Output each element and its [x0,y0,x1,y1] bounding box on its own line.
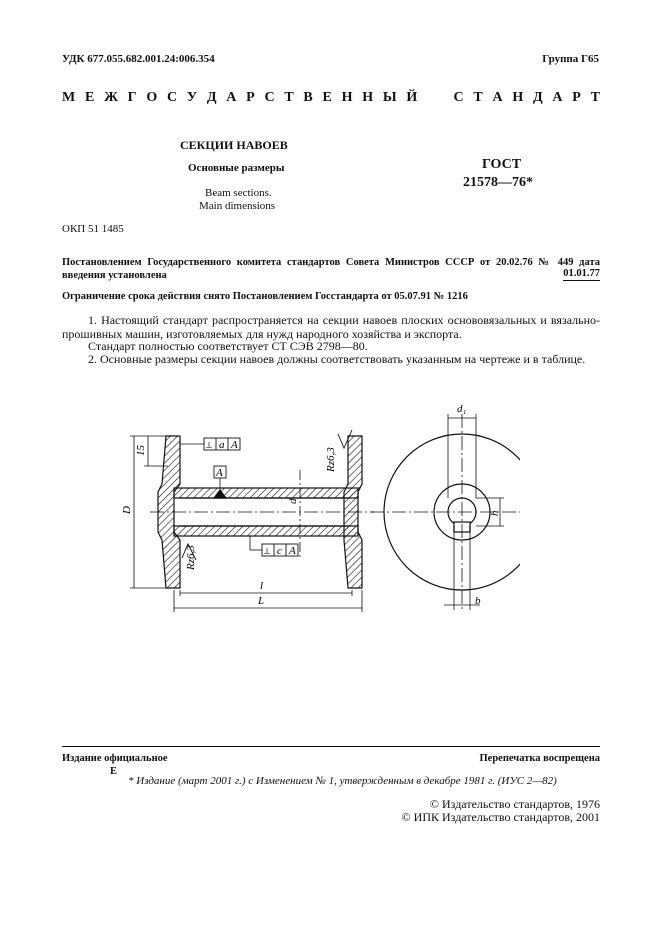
banner-letter: Н [512,90,524,105]
decree-date: 01.01.77 [563,268,600,279]
banner-letter: А [226,90,237,105]
reprint-prohibited-label: Перепечатка воспрещена [479,753,600,764]
tolerance-c-letter: с [277,545,282,557]
banner-letter: Т [590,90,600,105]
paragraph-compliance: Стандарт полностью соответствует СТ СЭВ 2798—80. [88,339,368,353]
official-edition-label: Издание официальное [62,753,168,764]
banner-letter: Н [362,90,374,105]
banner-letter: С [166,90,178,105]
banner-letter: У [186,90,198,105]
banner-letter: Т [284,90,294,105]
copyright-2001: © ИПК Издательство стандартов, 2001 [401,810,600,824]
footer-divider [62,746,600,747]
gost-label: ГОСТ [482,157,522,172]
edition-footnote: * Издание (март 2001 г.) с Изменением № 1, утвержденным в декабре 1981 г. (ИУС 2—82) [128,775,557,787]
banner-letter: Р [246,90,255,105]
tolerance-c-ref: А [289,545,296,557]
banner-letter: О [146,90,158,105]
banner-letter [427,90,431,106]
dim-d-label: d [287,498,299,504]
banner-letter: С [264,90,275,105]
decree-text: Постановлением Государственного комитета стандартов Совета Министров СССР от 20.02.76 № 449 дата введения установлена [62,257,600,281]
banner-letter: Д [533,90,543,105]
group-code: Группа Г65 [542,53,599,65]
technical-drawing [100,400,520,630]
restriction-note: Ограничение срока действия снято Постановлением Госстандарта от 05.07.91 № 1216 [62,291,468,302]
banner-letter: А [492,90,503,105]
banner-letter: Е [322,90,332,105]
banner-letter: Н [341,90,353,105]
udk-code: УДК 677.055.682.001.24:006.354 [62,53,215,65]
edition-mark: Е [110,766,118,777]
banner-letter: Е [84,90,95,105]
dim-15-label: 15 [135,445,147,456]
banner-letter: Ж [104,90,118,105]
roughness-lower-label: Rz6,3 [185,545,197,570]
doc-subtitle-en: Main dimensions [199,200,276,212]
standard-banner [62,90,600,106]
copyright-1976: © Издательство стандартов, 1976 [429,797,600,811]
dim-h-label: h [489,510,501,516]
banner-letter: М [62,90,76,105]
banner-letter: С [453,90,464,105]
dim-b-label: b [475,595,481,607]
gost-number: 21578—76* [463,175,533,190]
tolerance-a-letter: а [219,439,225,451]
dim-d1-label: d₁ [457,403,467,415]
dim-D-label: D [121,506,133,514]
banner-letter: Т [473,90,483,105]
paragraph-2: 2. Основные размеры секции навоев должны соответствовать указанным на чертеже и в таблице. [88,352,586,366]
tolerance-c-symbol: ⟂ [264,546,271,556]
doc-title: СЕКЦИИ НАВОЕВ [180,138,288,152]
dim-l-label: l [260,580,264,592]
doc-subtitle: Основные размеры [188,162,285,174]
paragraph-1: 1. Настоящий стандарт распространяется на секции навоев плоских основовязальных и вязально-прошивных машин, изготовляемых для нужд народного хозяйства и экспорта. [62,313,600,341]
roughness-upper-label: Rz6,3 [325,447,337,472]
banner-letter: В [303,90,313,105]
banner-letter [440,90,444,106]
okp-code: ОКП 51 1485 [62,223,124,235]
banner-letter: А [552,90,563,105]
banner-letter: Д [206,90,217,105]
doc-title-en: Beam sections. [205,187,272,199]
datum-A-label: А [216,467,223,479]
tolerance-a-symbol: ⟂ [206,440,213,450]
section-view [130,430,375,612]
banner-letter: Й [406,90,418,105]
tolerance-a-ref: А [231,439,238,451]
banner-letter: Ы [382,90,397,105]
dim-L-label: L [258,595,265,607]
banner-letter: Г [127,90,137,105]
banner-letter: Р [572,90,581,105]
